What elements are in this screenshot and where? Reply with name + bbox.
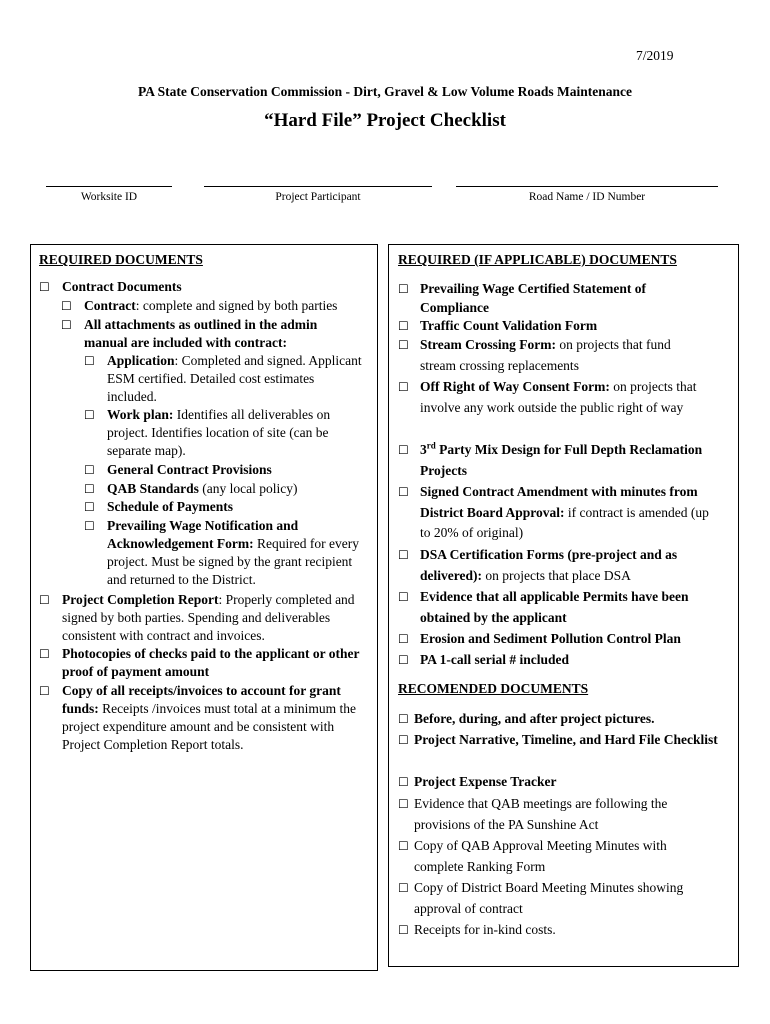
erosion-plan-item — [398, 629, 728, 650]
item-label: Project Completion Report — [62, 592, 219, 607]
completion-report-item — [39, 591, 369, 645]
third-party-mix-item — [398, 440, 718, 481]
checkbox-icon[interactable]: ☐ — [84, 500, 95, 514]
item-label: Project Expense Tracker — [414, 774, 557, 789]
road-name-label: Road Name / ID Number — [528, 191, 646, 203]
item-text: Required for every project. Must be signed by the grant recipient and returned to the District. — [107, 536, 359, 587]
item-text: Evidence that QAB meetings are following the provisions of the PA Sunshine Act — [414, 796, 668, 832]
item-text: : Completed and signed. Applicant ESM certified. Detailed cost estimates included. — [107, 353, 362, 404]
item-label: General Contract Provisions — [107, 462, 272, 477]
item-label: Contract Documents — [62, 279, 182, 294]
contract-item — [61, 297, 371, 315]
checkbox-icon[interactable]: ☐ — [61, 318, 72, 332]
item-label: Prevailing Wage Certified Statement of Compliance — [420, 281, 646, 315]
work-plan-item — [84, 406, 364, 460]
checkbox-icon[interactable]: ☐ — [398, 632, 409, 646]
item-label: Project Narrative, Timeline, and Hard File Checklist — [414, 732, 718, 747]
item-label: Party Mix Design for Full Depth Reclamation Projects — [420, 442, 703, 478]
project-participant-label: Project Participant — [275, 191, 361, 203]
board-minutes-item — [398, 878, 726, 919]
checkbox-icon[interactable]: ☐ — [84, 519, 95, 533]
item-text: on projects that involve any work outside the public right of way — [420, 379, 697, 415]
checkbox-icon[interactable]: ☐ — [39, 647, 50, 661]
item-text: on projects that fund stream crossing replacements — [420, 337, 671, 373]
item-label: Traffic Count Validation Form — [420, 318, 598, 333]
photocopies-checks-item — [39, 645, 364, 681]
inkind-item — [398, 920, 718, 941]
checkbox-icon[interactable]: ☐ — [84, 408, 95, 422]
application-item — [84, 352, 362, 406]
traffic-count-item — [398, 317, 718, 335]
checkbox-icon[interactable]: ☐ — [398, 338, 409, 352]
item-text: on projects that place DSA — [481, 567, 631, 583]
item-text: Copy of QAB Approval Meeting Minutes with complete Ranking Form — [414, 838, 667, 874]
prevailing-wage-statement-item — [398, 280, 718, 317]
item-label: Signed Contract Amendment with minutes from District Board Approval: — [420, 484, 698, 520]
document-date: 7/2019 — [636, 48, 674, 63]
item-label: Before, during, and after project pictures. — [414, 711, 655, 726]
item-text: : complete and signed by both parties — [135, 298, 338, 313]
expense-tracker-item — [398, 772, 718, 793]
item-label: QAB Standards — [107, 481, 199, 496]
item-text: Receipts for in-kind costs. — [414, 922, 556, 937]
item-text: : Properly completed and signed by both parties. Spending and deliverables consistent with contract and invoices. — [62, 592, 355, 643]
page-title: “Hard File” Project Checklist — [264, 110, 506, 131]
qab-meetings-item — [398, 794, 718, 835]
road-name-line[interactable] — [456, 170, 718, 187]
narrative-item — [398, 730, 718, 751]
item-text: Identifies all deliverables on project. Identifies location of site (can be separate map). — [107, 407, 331, 458]
checkbox-icon[interactable]: ☐ — [398, 775, 409, 789]
item-ordinal-suffix: rd — [426, 440, 436, 451]
checkbox-icon[interactable]: ☐ — [39, 684, 50, 698]
checkbox-icon[interactable]: ☐ — [398, 797, 409, 811]
recommended-documents-heading: RECOMENDED DOCUMENTS — [398, 681, 589, 696]
checkbox-icon[interactable]: ☐ — [84, 482, 95, 496]
item-label: Schedule of Payments — [107, 499, 233, 514]
item-label: All attachments as outlined in the admin manual are included with contract: — [84, 317, 318, 350]
checkbox-icon[interactable]: ☐ — [398, 881, 409, 895]
dsa-forms-item — [398, 545, 720, 586]
checkbox-icon[interactable]: ☐ — [398, 923, 409, 937]
item-text: (any local policy) — [198, 481, 298, 496]
checkbox-icon[interactable]: ☐ — [398, 839, 409, 853]
item-text: Copy of District Board Meeting Minutes showing approval of contract — [414, 880, 684, 916]
checkbox-icon[interactable]: ☐ — [84, 463, 95, 477]
schedule-payments-item — [84, 498, 364, 516]
item-label: Copy of all receipts/invoices to account for grant funds: — [62, 683, 341, 716]
commission-heading: PA State Conservation Commission - Dirt, Gravel & Low Volume Roads Maintenance — [138, 84, 632, 99]
item-label: Off Right of Way Consent Form: — [420, 379, 610, 394]
worksite-id-label: Worksite ID — [80, 191, 138, 203]
receipts-item — [39, 682, 369, 754]
item-label: DSA Certification Forms (pre-project and as delivered): — [420, 547, 678, 583]
checkbox-icon[interactable]: ☐ — [398, 590, 409, 604]
checkbox-icon[interactable]: ☐ — [61, 299, 72, 313]
checkbox-icon[interactable]: ☐ — [398, 380, 409, 394]
checkbox-icon[interactable]: ☐ — [398, 548, 409, 562]
item-label: Erosion and Sediment Pollution Control Plan — [420, 631, 681, 646]
item-label: Evidence that all applicable Permits have been obtained by the applicant — [420, 589, 689, 625]
checkbox-icon[interactable]: ☐ — [398, 712, 409, 726]
required-if-applicable-heading: REQUIRED (IF APPLICABLE) DOCUMENTS — [398, 252, 677, 267]
pa-1call-item — [398, 650, 728, 671]
checkbox-icon[interactable]: ☐ — [398, 653, 409, 667]
item-text: Receipts /invoices must total at a minimum the project expenditure amount and be consistent with Project Completion Report totals. — [62, 701, 356, 752]
prevailing-wage-notification-item — [84, 517, 366, 589]
general-provisions-item — [84, 461, 364, 479]
qab-minutes-item — [398, 836, 718, 877]
permits-item — [398, 587, 728, 628]
item-ordinal: 3 — [420, 442, 427, 457]
stream-crossing-item — [398, 335, 710, 376]
item-label: Prevailing Wage Notification and Acknowledgement Form: — [107, 518, 299, 551]
item-label: Contract — [84, 298, 136, 313]
project-participant-line[interactable] — [204, 170, 432, 187]
item-label: Application — [107, 353, 175, 368]
checkbox-icon[interactable]: ☐ — [398, 282, 409, 296]
required-documents-heading: REQUIRED DOCUMENTS — [39, 252, 203, 267]
contract-documents-item — [39, 278, 369, 296]
qab-standards-item — [84, 480, 364, 498]
worksite-id-line[interactable] — [46, 170, 172, 187]
item-label: PA 1-call serial # included — [420, 652, 569, 667]
off-right-of-way-item — [398, 377, 720, 418]
pictures-item — [398, 709, 728, 730]
item-text: if contract is amended (up to 20% of original) — [420, 504, 709, 540]
contract-amendment-item — [398, 482, 718, 544]
checkbox-icon[interactable]: ☐ — [398, 319, 409, 333]
item-label: Work plan: — [107, 407, 174, 422]
item-label: Photocopies of checks paid to the applicant or other proof of payment amount — [62, 646, 360, 679]
checkbox-icon[interactable]: ☐ — [39, 280, 50, 294]
checkbox-icon[interactable]: ☐ — [39, 593, 50, 607]
checkbox-icon[interactable]: ☐ — [398, 443, 409, 457]
checkbox-icon[interactable]: ☐ — [398, 733, 409, 747]
checkbox-icon[interactable]: ☐ — [84, 354, 95, 368]
item-label: Stream Crossing Form: — [420, 337, 556, 352]
attachments-item — [61, 316, 361, 352]
checkbox-icon[interactable]: ☐ — [398, 485, 409, 499]
